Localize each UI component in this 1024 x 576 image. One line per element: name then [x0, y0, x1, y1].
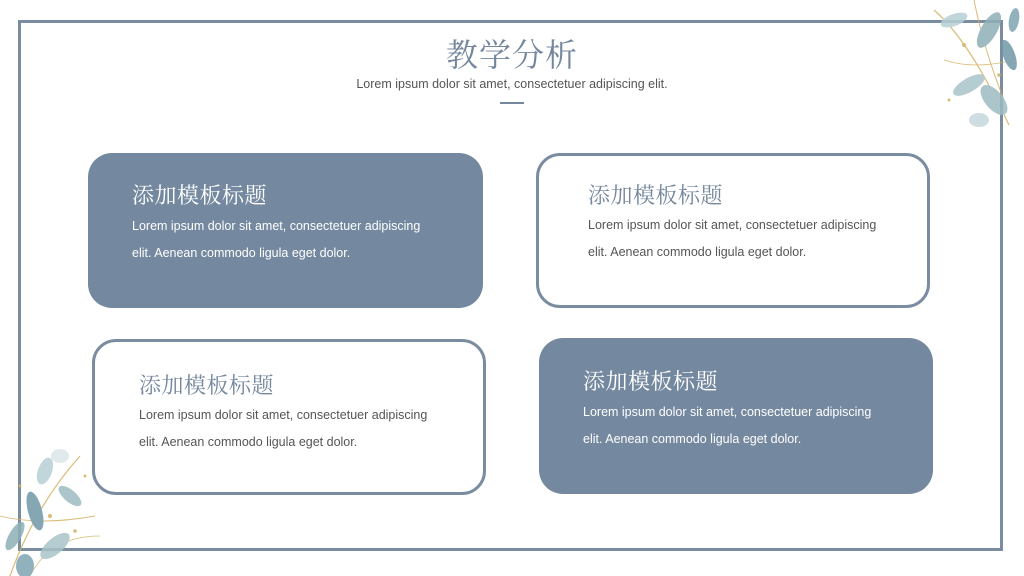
leaves-decoration-icon — [0, 416, 105, 576]
card-title: 添加模板标题 — [132, 184, 268, 209]
card-text: Lorem ipsum dolor sit amet, consectetuer adipiscing elit. Aenean commodo ligula eget dolor. — [132, 219, 421, 260]
slide-title: 教学分析 — [445, 36, 578, 74]
card-1 — [88, 153, 483, 308]
title-divider — [500, 102, 524, 104]
card-2 — [536, 153, 930, 308]
card-4 — [539, 338, 933, 494]
card-title: 添加模板标题 — [588, 184, 724, 209]
card-title: 添加模板标题 — [139, 374, 275, 399]
card-3 — [92, 339, 486, 495]
card-text: Lorem ipsum dolor sit amet, consectetuer adipiscing elit. Aenean commodo ligula eget dolor. — [139, 408, 428, 449]
card-text: Lorem ipsum dolor sit amet, consectetuer adipiscing elit. Aenean commodo ligula eget dolor. — [583, 405, 872, 446]
slide-subtitle: Lorem ipsum dolor sit amet, consectetuer adipiscing elit. — [356, 77, 668, 91]
card-text: Lorem ipsum dolor sit amet, consectetuer adipiscing elit. Aenean commodo ligula eget dolor. — [588, 218, 877, 259]
leaves-decoration-icon — [914, 0, 1024, 140]
card-title: 添加模板标题 — [583, 370, 719, 395]
